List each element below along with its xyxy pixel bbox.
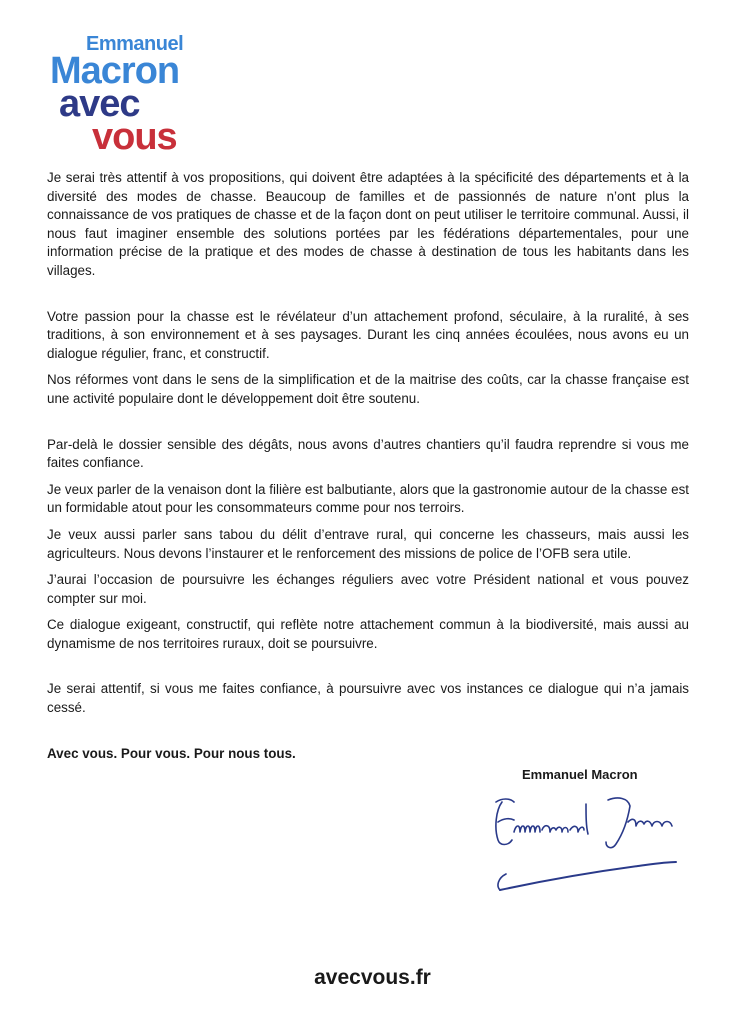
paragraph: Votre passion pour la chasse est le révélateur d’un attachement profond, séculaire, à la ruralité, à ses traditions, à son environnement et à ses paysages. Durant les cinq années écoulées, nous avons eu un dialogue régulier, franc, et constructif.: [47, 308, 689, 361]
signatory-name: Emmanuel Macron: [522, 767, 638, 782]
closing-motto: Avec vous. Pour vous. Pour nous tous.: [47, 745, 296, 761]
paragraph: Je serai très attentif à vos propositions, qui doivent être adaptées à la spécificité des départements et à la diversité des modes de chasse. Beaucoup de familles et de passionnés de nature n’ont plus la connaissance de vos pratiques de chasse et de la façon dont on peut utiliser le territoire communal. Aussi, il nous faut imaginer ensemble des solutions portées par les fédérations départementales, pour une information précise de la pratique et des modes de chasse à destination de tous les habitants dans les villages.: [47, 170, 689, 278]
logo-line-last-name: Macron: [50, 50, 180, 92]
paragraph: Nos réformes vont dans le sens de la simplification et de la maitrise des coûts, car la chasse française est une activité populaire dont le développement doit être soutenu.: [47, 372, 689, 406]
logo-line-first-name: Emmanuel: [86, 33, 184, 55]
paragraph: J’aurai l’occasion de poursuivre les échanges réguliers avec votre Président national et vous pouvez compter sur moi.: [47, 572, 689, 606]
paragraph: Je veux parler de la venaison dont la filière est balbutiante, alors que la gastronomie autour de la chasse est un formidable atout pour les consommateurs comme pour nos terroirs.: [47, 481, 689, 516]
footer-url: avecvous.fr: [314, 966, 431, 989]
paragraph: Ce dialogue exigeant, constructif, qui reflète notre attachement commun à la biodiversité, mais aussi au dynamisme de nos territoires ruraux, doit se poursuivre.: [47, 617, 689, 651]
logo-line-avec: avec: [59, 83, 140, 125]
handwritten-signature: [488, 788, 688, 908]
logo-line-vous: vous: [92, 116, 177, 158]
campaign-logo: [50, 33, 200, 158]
paragraph: Je veux aussi parler sans tabou du délit d’entrave rural, qui concerne les chasseurs, mais aussi les agriculteurs. Nous devons l’instaurer et le renforcement des missions de police de l’OFB sera utile.: [47, 526, 689, 561]
paragraph: Je serai attentif, si vous me faites confiance, à poursuivre avec vos instances ce dialogue qui n’a jamais cessé.: [47, 681, 689, 716]
paragraph: Par-delà le dossier sensible des dégâts, nous avons d’autres chantiers qu’il faudra reprendre si vous me faites confiance.: [47, 436, 689, 471]
letter-body: [47, 169, 689, 763]
